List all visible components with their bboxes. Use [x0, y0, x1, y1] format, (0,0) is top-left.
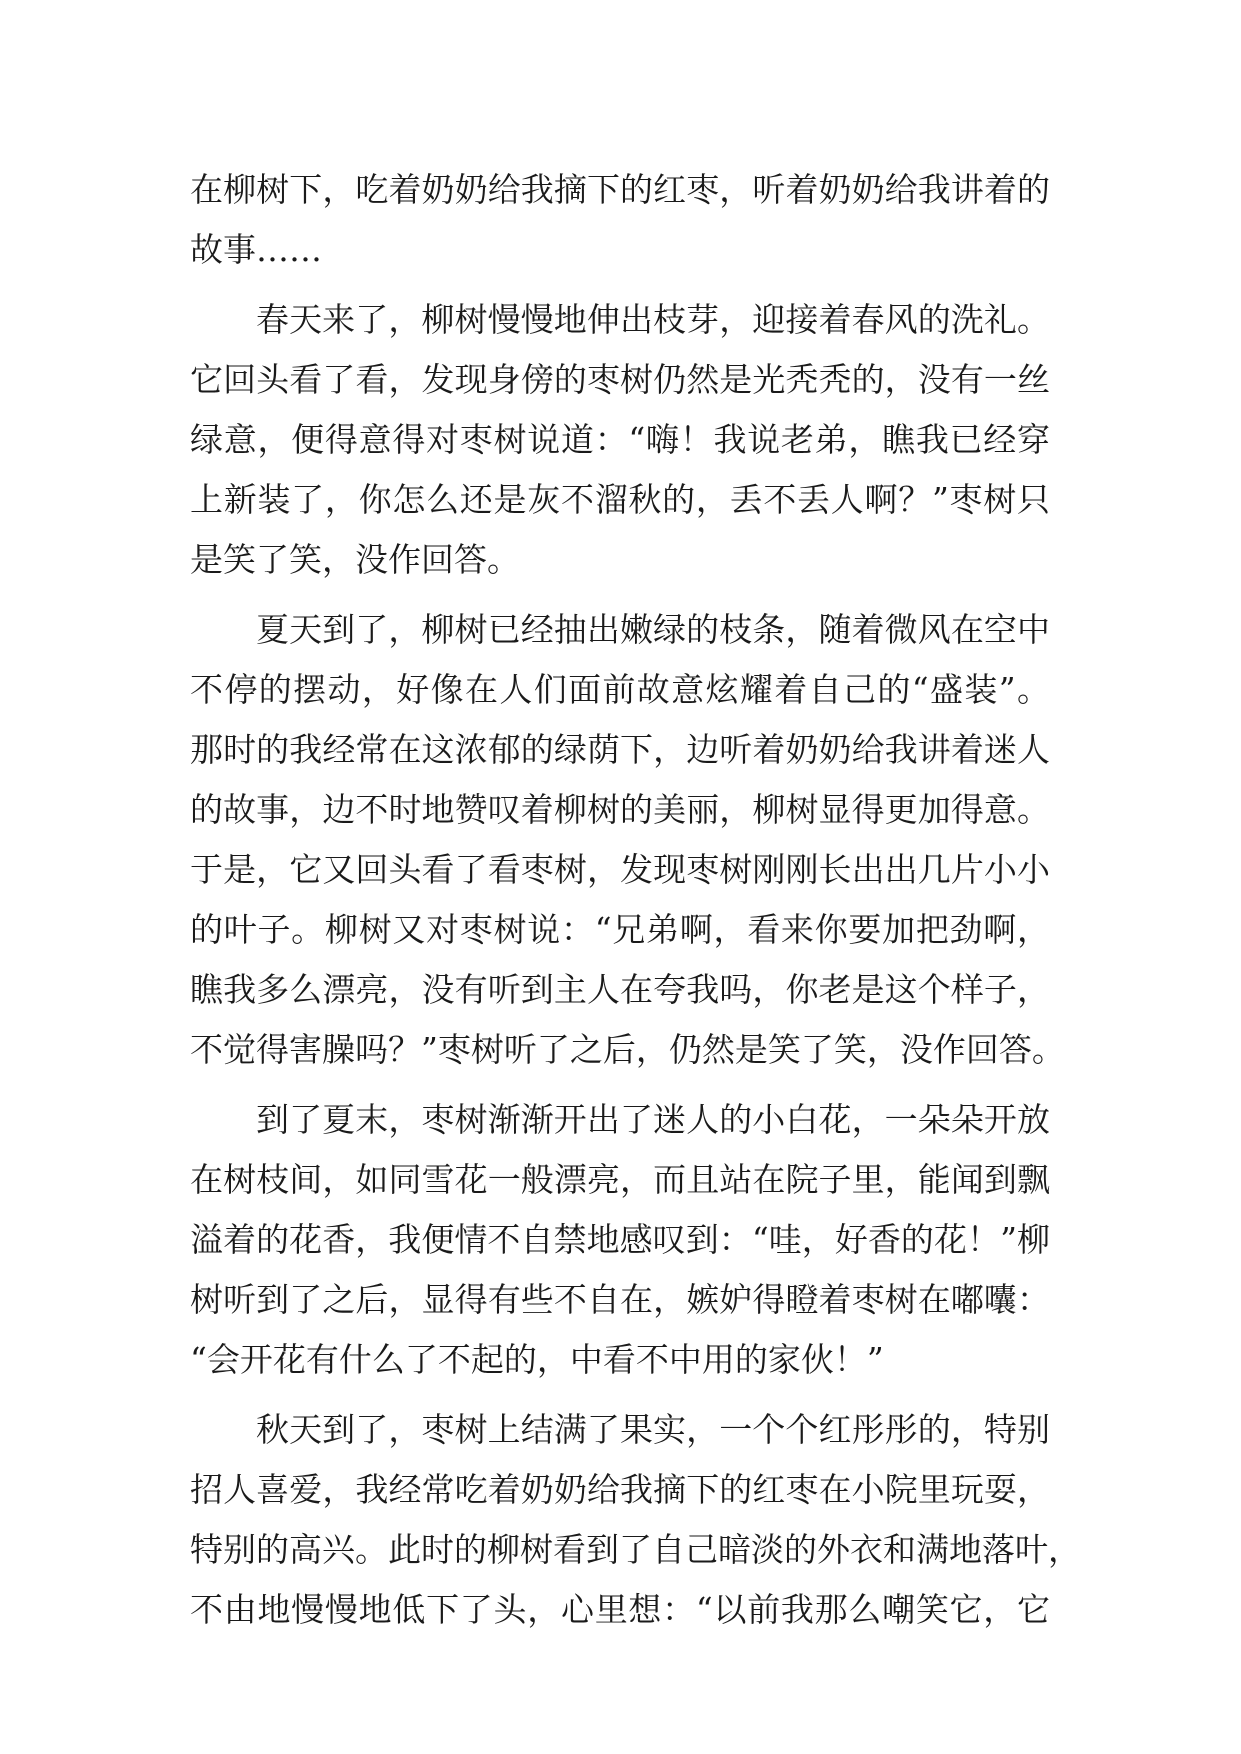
- text-line: 秋天到了，枣树上结满了果实，一个个红彤彤的，特别: [256, 1410, 1050, 1449]
- text-line: 到了夏末，枣树渐渐开出了迷人的小白花，一朵朵开放: [256, 1100, 1050, 1139]
- text-line: 故事……: [190, 230, 322, 269]
- text-line: 绿意，便得意得对枣树说道：“嗨！我说老弟，瞧我已经穿: [190, 420, 1050, 459]
- text-line: 在树枝间，如同雪花一般漂亮，而且站在院子里，能闻到飘: [190, 1160, 1050, 1199]
- paragraph: [190, 160, 1050, 280]
- text-line: 那时的我经常在这浓郁的绿荫下，边听着奶奶给我讲着迷人: [190, 730, 1050, 769]
- paragraph: [190, 1090, 1050, 1390]
- paragraph-gap: [190, 1080, 1050, 1090]
- paragraph: [190, 290, 1050, 590]
- text-line: 瞧我多么漂亮，没有听到主人在夸我吗，你老是这个样子，: [190, 970, 1050, 1009]
- text-line: 不由地慢慢地低下了头，心里想：“以前我那么嘲笑它，它: [190, 1590, 1050, 1629]
- text-line: 树听到了之后，显得有些不自在，嫉妒得瞪着枣树在嘟囔：: [190, 1280, 1050, 1319]
- text-line: 不停的摆动，好像在人们面前故意炫耀着自己的“盛装”。: [190, 670, 1050, 709]
- text-line: 不觉得害臊吗？”枣树听了之后，仍然是笑了笑，没作回答。: [190, 1030, 1065, 1069]
- text-line: 是笑了笑，没作回答。: [190, 540, 520, 579]
- text-line: 在柳树下，吃着奶奶给我摘下的红枣，听着奶奶给我讲着的: [190, 170, 1050, 209]
- paragraph-gap: [190, 590, 1050, 600]
- paragraph: [190, 600, 1065, 1080]
- text-line: 于是，它又回头看了看枣树，发现枣树刚刚长出出几片小小: [190, 850, 1050, 889]
- text-line: 的叶子。柳树又对枣树说：“兄弟啊，看来你要加把劲啊，: [190, 910, 1050, 949]
- text-line: 溢着的花香，我便情不自禁地感叹到：“哇，好香的花！”柳: [190, 1220, 1050, 1259]
- text-line: 它回头看了看，发现身傍的枣树仍然是光秃秃的，没有一丝: [190, 360, 1050, 399]
- text-line: 上新装了，你怎么还是灰不溜秋的，丢不丢人啊？”枣树只: [190, 480, 1050, 519]
- text-line: 的故事，边不时地赞叹着柳树的美丽，柳树显得更加得意。: [190, 790, 1050, 829]
- text-line: “会开花有什么了不起的，中看不中用的家伙！”: [190, 1340, 884, 1379]
- text-line: 特别的高兴。此时的柳树看到了自己暗淡的外衣和满地落叶，: [190, 1530, 1081, 1569]
- text-line: 春天来了，柳树慢慢地伸出枝芽，迎接着春风的洗礼。: [256, 300, 1050, 339]
- paragraph-gap: [190, 280, 1050, 290]
- article-body: [190, 160, 1081, 1640]
- paragraph: [190, 1400, 1081, 1640]
- paragraph-gap: [190, 1390, 1050, 1400]
- text-line: 夏天到了，柳树已经抽出嫩绿的枝条，随着微风在空中: [256, 610, 1050, 649]
- text-line: 招人喜爱，我经常吃着奶奶给我摘下的红枣在小院里玩耍，: [190, 1470, 1050, 1509]
